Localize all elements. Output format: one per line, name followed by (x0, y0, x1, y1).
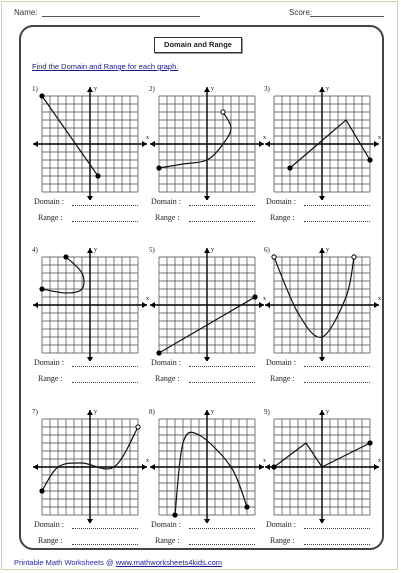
y-axis-label: y (94, 247, 97, 253)
domain-label: Domain : (34, 197, 64, 206)
y-axis-label: y (326, 86, 329, 92)
graph-2-plot (147, 82, 267, 200)
range-row (270, 374, 295, 383)
graph-number: 1) (32, 85, 38, 93)
range-row (155, 536, 180, 545)
axis-arrow (87, 519, 93, 523)
domain-row (34, 520, 64, 529)
graph-6 (262, 243, 382, 383)
domain-label: Domain : (34, 358, 64, 367)
graph-curve (175, 432, 247, 515)
open-endpoint (136, 425, 140, 429)
axis-arrow (150, 464, 155, 470)
instructions: Find the Domain and Range for each graph. (32, 62, 179, 71)
worksheet-title: Domain and Range (154, 37, 242, 53)
range-label: Range : (38, 536, 63, 545)
axis-arrow (87, 87, 93, 92)
axis-arrow (150, 302, 155, 308)
axis-arrow (204, 357, 210, 361)
closed-endpoint (96, 174, 100, 178)
range-answer-field[interactable] (304, 221, 370, 222)
axis-arrow (319, 196, 325, 200)
axis-arrow (204, 410, 210, 415)
range-answer-field[interactable] (304, 544, 370, 545)
graph-number: 9) (264, 408, 270, 416)
closed-endpoint (40, 489, 44, 493)
graph-3-plot (262, 82, 382, 200)
range-row (155, 374, 180, 383)
domain-answer-field[interactable] (72, 366, 138, 367)
graph-8-plot (147, 405, 267, 523)
range-label: Range : (155, 213, 180, 222)
closed-endpoint (157, 166, 161, 170)
axis-arrow (374, 141, 379, 147)
graph-5-plot (147, 243, 267, 361)
closed-endpoint (272, 465, 276, 469)
y-axis-label: y (211, 409, 214, 415)
name-field[interactable] (42, 16, 200, 17)
axis-arrow (319, 357, 325, 361)
domain-row (151, 520, 181, 529)
graph-2 (147, 82, 267, 222)
domain-label: Domain : (151, 520, 181, 529)
range-answer-field[interactable] (304, 382, 370, 383)
domain-row (34, 358, 64, 367)
graph-number: 6) (264, 246, 270, 254)
domain-row (266, 197, 296, 206)
axis-arrow (204, 519, 210, 523)
closed-endpoint (253, 295, 257, 299)
name-label: Name: (14, 8, 38, 17)
y-axis-label: y (211, 86, 214, 92)
range-answer-field[interactable] (189, 221, 255, 222)
domain-answer-field[interactable] (72, 528, 138, 529)
domain-answer-field[interactable] (304, 205, 370, 206)
axis-arrow (204, 196, 210, 200)
axis-arrow (319, 519, 325, 523)
closed-endpoint (368, 158, 372, 162)
domain-answer-field[interactable] (72, 205, 138, 206)
footer (14, 558, 222, 567)
closed-endpoint (173, 513, 177, 517)
closed-endpoint (368, 441, 372, 445)
graph-1-plot (30, 82, 150, 200)
axis-arrow (374, 464, 379, 470)
graph-8 (147, 405, 267, 545)
range-row (155, 213, 180, 222)
x-axis-label: x (263, 458, 266, 464)
axis-arrow (87, 357, 93, 361)
domain-label: Domain : (266, 358, 296, 367)
domain-label: Domain : (266, 520, 296, 529)
graph-number: 5) (149, 246, 155, 254)
graph-5 (147, 243, 267, 383)
range-row (38, 374, 63, 383)
footer-prefix: Printable Math Worksheets @ (14, 558, 114, 567)
axis-arrow (319, 87, 325, 92)
closed-endpoint (288, 166, 292, 170)
range-label: Range : (155, 374, 180, 383)
graph-number: 3) (264, 85, 270, 93)
graph-9-plot (262, 405, 382, 523)
range-label: Range : (38, 374, 63, 383)
range-label: Range : (38, 213, 63, 222)
domain-label: Domain : (34, 520, 64, 529)
range-answer-field[interactable] (72, 382, 138, 383)
x-axis-label: x (263, 135, 266, 141)
open-endpoint (352, 255, 356, 259)
score-label: Score: (289, 8, 313, 17)
y-axis-label: y (94, 409, 97, 415)
range-row (270, 213, 295, 222)
footer-link[interactable]: www.mathworksheets4kids.com (115, 558, 222, 567)
graph-number: 2) (149, 85, 155, 93)
domain-label: Domain : (151, 358, 181, 367)
axis-arrow (33, 302, 38, 308)
graph-number: 8) (149, 408, 155, 416)
axis-arrow (33, 141, 38, 147)
open-endpoint (221, 110, 225, 114)
domain-row (34, 197, 64, 206)
domain-row (266, 358, 296, 367)
y-axis-label: y (326, 247, 329, 253)
y-axis-label: y (326, 409, 329, 415)
axis-arrow (87, 248, 93, 253)
closed-endpoint (157, 351, 161, 355)
closed-endpoint (245, 505, 249, 509)
x-axis-label: x (146, 296, 149, 302)
x-axis-label: x (378, 135, 381, 141)
graph-4-plot (30, 243, 150, 361)
closed-endpoint (40, 94, 44, 98)
axis-arrow (204, 87, 210, 92)
y-axis-label: y (94, 86, 97, 92)
x-axis-label: x (263, 296, 266, 302)
axis-arrow (33, 464, 38, 470)
axis-arrow (87, 410, 93, 415)
axis-arrow (265, 141, 270, 147)
graph-7-plot (30, 405, 150, 523)
axis-arrow (265, 302, 270, 308)
range-label: Range : (270, 536, 295, 545)
axis-arrow (150, 141, 155, 147)
axis-arrow (319, 248, 325, 253)
domain-answer-field[interactable] (189, 366, 255, 367)
range-label: Range : (155, 536, 180, 545)
open-endpoint (272, 255, 276, 259)
closed-endpoint (40, 287, 44, 291)
graph-6-plot (262, 243, 382, 361)
x-axis-label: x (378, 458, 381, 464)
domain-answer-field[interactable] (189, 528, 255, 529)
range-answer-field[interactable] (189, 382, 255, 383)
graph-9 (262, 405, 382, 545)
domain-label: Domain : (151, 197, 181, 206)
closed-endpoint (64, 255, 68, 259)
domain-row (266, 520, 296, 529)
axis-arrow (374, 302, 379, 308)
domain-label: Domain : (266, 197, 296, 206)
x-axis-label: x (146, 458, 149, 464)
range-answer-field[interactable] (72, 544, 138, 545)
range-label: Range : (270, 374, 295, 383)
y-axis-label: y (211, 247, 214, 253)
range-label: Range : (270, 213, 295, 222)
domain-row (151, 197, 181, 206)
graph-number: 7) (32, 408, 38, 416)
axis-arrow (319, 410, 325, 415)
range-row (270, 536, 295, 545)
domain-answer-field[interactable] (304, 366, 370, 367)
graph-3 (262, 82, 382, 222)
axis-arrow (265, 464, 270, 470)
range-answer-field[interactable] (72, 221, 138, 222)
graph-curve (159, 112, 231, 168)
axis-arrow (204, 248, 210, 253)
graph-4 (30, 243, 150, 383)
graph-number: 4) (32, 246, 38, 254)
domain-answer-field[interactable] (304, 528, 370, 529)
axis-arrow (87, 196, 93, 200)
domain-answer-field[interactable] (189, 205, 255, 206)
graph-7 (30, 405, 150, 545)
graph-curve (42, 257, 84, 293)
x-axis-label: x (378, 296, 381, 302)
score-field[interactable] (310, 16, 384, 17)
range-answer-field[interactable] (189, 544, 255, 545)
range-row (38, 213, 63, 222)
graph-1 (30, 82, 150, 222)
domain-row (151, 358, 181, 367)
range-row (38, 536, 63, 545)
header (14, 8, 387, 20)
x-axis-label: x (146, 135, 149, 141)
